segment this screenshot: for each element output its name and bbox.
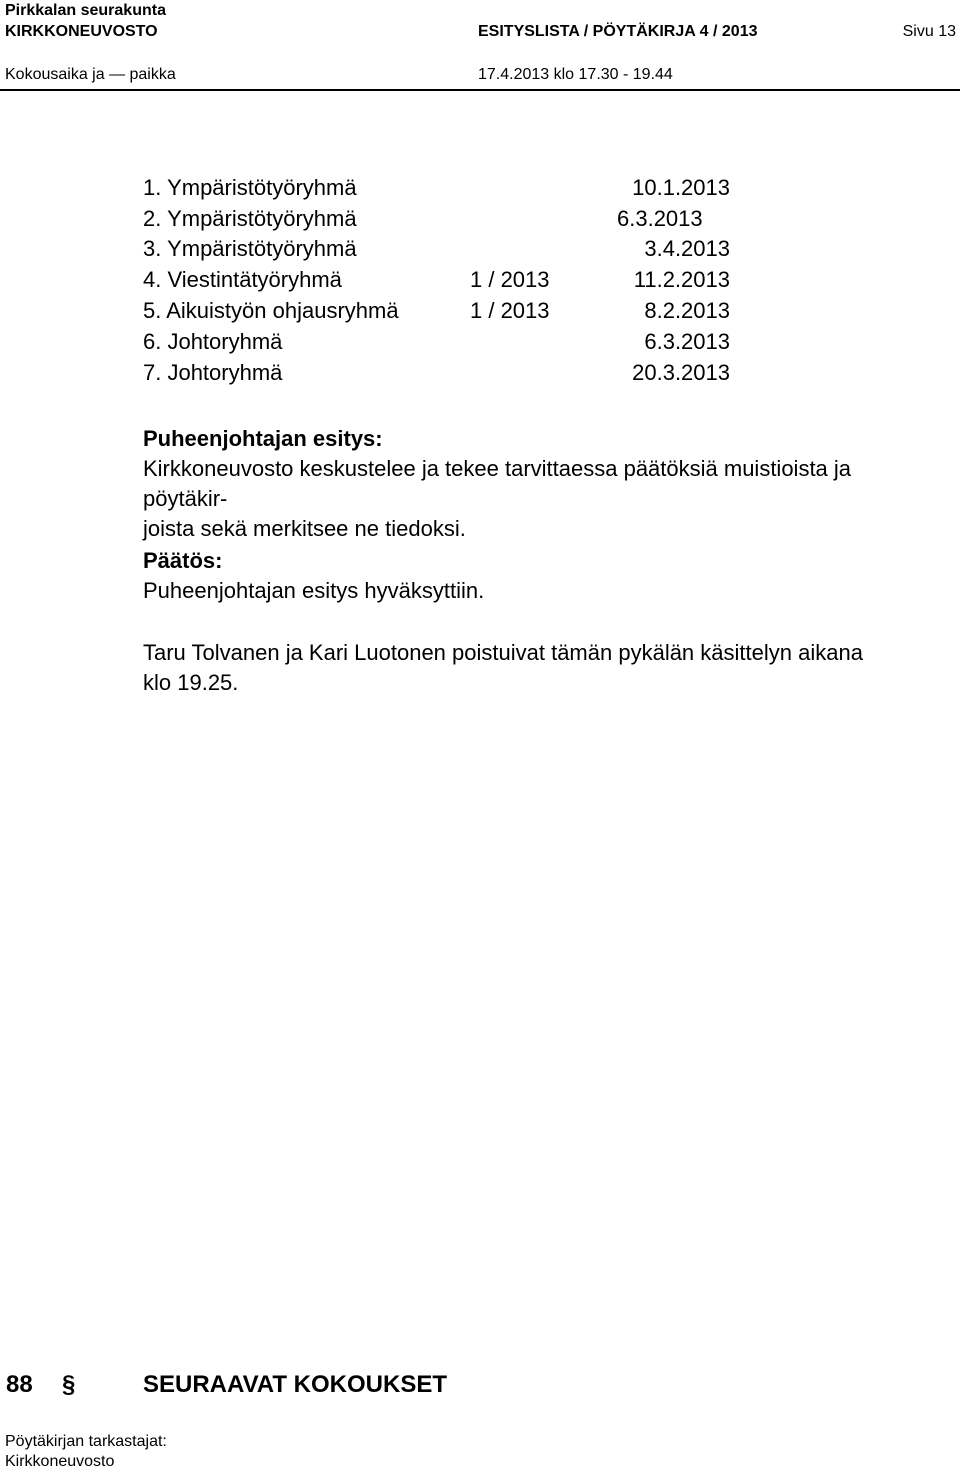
proposal-line-1: Kirkkoneuvosto keskustelee ja tekee tarvittaessa päätöksiä muistioista ja pöytäkir- <box>143 456 852 511</box>
list-item-name: 5. Aikuistyön ohjausryhmä <box>143 298 399 323</box>
meeting-time-value: 17.4.2013 klo 17.30 - 19.44 <box>478 66 673 83</box>
list-item <box>143 329 743 359</box>
footer-org: Kirkkoneuvosto <box>5 1453 115 1470</box>
list-item-date: 20.3.2013 <box>632 360 730 385</box>
list-item <box>143 175 743 205</box>
list-item-name: 3. Ympäristötyöryhmä <box>143 236 357 261</box>
footer-label: Pöytäkirjan tarkastajat: <box>5 1433 167 1450</box>
proposal-text <box>143 454 933 544</box>
header-divider <box>0 89 960 91</box>
proposal-heading: Puheenjohtajan esitys: <box>143 426 383 451</box>
section-title: SEURAAVAT KOKOUKSET <box>143 1371 448 1398</box>
note-line-1: Taru Tolvanen ja Kari Luotonen poistuivat tämän pykälän käsittelyn aikana <box>143 640 863 665</box>
page-number: Sivu 13 <box>902 23 956 40</box>
list-item-date: 6.3.2013 <box>644 329 730 354</box>
list-item <box>143 298 743 328</box>
document-title: ESITYSLISTA / PÖYTÄKIRJA 4 / 2013 <box>478 23 758 40</box>
list-item-name: 6. Johtoryhmä <box>143 329 283 354</box>
proposal-line-2: joista sekä merkitsee ne tiedoksi. <box>143 516 466 541</box>
list-item-number: 1 / 2013 <box>470 298 550 323</box>
list-item-date: 8.2.2013 <box>644 298 730 323</box>
list-item-date: 3.4.2013 <box>644 236 730 261</box>
list-item <box>143 236 743 266</box>
decision-heading: Päätös: <box>143 548 223 573</box>
list-item-name: 4. Viestintätyöryhmä <box>143 267 342 292</box>
list-item-name: 7. Johtoryhmä <box>143 360 283 385</box>
list-item-date: 11.2.2013 <box>633 267 730 292</box>
body-name: KIRKKONEUVOSTO <box>5 23 158 40</box>
list-item <box>143 206 743 236</box>
list-item-number: 1 / 2013 <box>470 267 550 292</box>
list-item-date: 10.1.2013 <box>632 175 730 200</box>
list-item <box>143 360 743 390</box>
section-number: 88 <box>6 1371 33 1398</box>
list-item-name: 1. Ympäristötyöryhmä <box>143 175 357 200</box>
attendance-note <box>143 638 933 698</box>
section-symbol: § <box>62 1371 76 1398</box>
list-item <box>143 267 743 297</box>
note-line-2: klo 19.25. <box>143 670 239 695</box>
decision-text: Puheenjohtajan esitys hyväksyttiin. <box>143 578 485 603</box>
list-item-name: 2. Ympäristötyöryhmä <box>143 206 357 231</box>
list-item-date: 6.3.2013 <box>617 206 703 231</box>
org-name: Pirkkalan seurakunta <box>5 2 166 19</box>
meeting-time-label: Kokousaika ja — paikka <box>5 66 176 83</box>
